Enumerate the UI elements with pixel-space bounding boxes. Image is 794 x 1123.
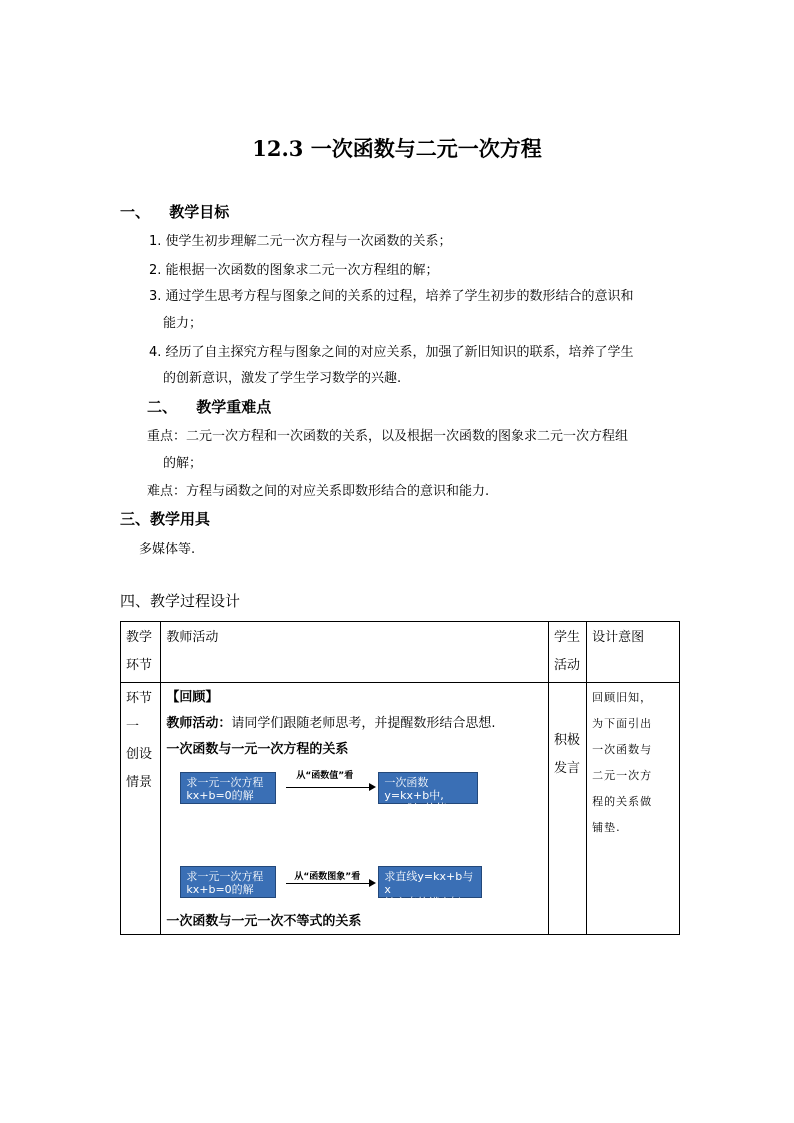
- teacher-activity-cell: [161, 683, 549, 935]
- flow1-arrow-icon: [369, 783, 376, 791]
- table-row: [121, 683, 680, 935]
- goal-3: 3. 通过学生思考方程与图象之间的关系的过程，培养了学生初步的数形结合的意识和: [149, 289, 634, 304]
- header-stage: [121, 622, 161, 683]
- flow2-left-box: [180, 866, 276, 898]
- flow2-arrow-line: [286, 883, 370, 884]
- goal-4-cont: 的创新意识，激发了学生学习数学的兴趣.: [163, 371, 402, 386]
- process-table: [120, 621, 680, 935]
- section-3-heading: 三、教学用具: [120, 510, 211, 528]
- design-intent-cell: [587, 683, 680, 935]
- flow1-arrow-line: [286, 787, 370, 788]
- section-2-number: 二、: [147, 398, 178, 416]
- intent-line3: 一次函数与: [592, 743, 653, 756]
- student-activity-cell: [548, 683, 586, 935]
- section-1-number: 一、: [120, 203, 151, 221]
- intent-line5: 程的关系做: [592, 795, 653, 808]
- goal-3-cont: 能力；: [163, 316, 203, 331]
- header-stage-line1: 教学: [126, 630, 153, 645]
- goal-4: 4. 经历了自主探究方程与图象之间的对应关系，加强了新旧知识的联系，培养了学生: [149, 345, 634, 360]
- flow1-left-line2: kx+b=0的解: [186, 789, 254, 802]
- flow1-right-line2: y=0时x的值: [384, 802, 447, 815]
- goal-2: 2. 能根据一次函数的图象求二元一次方程组的解；: [149, 263, 439, 278]
- table-header-row: [121, 622, 680, 683]
- header-student-line2: 活动: [553, 658, 580, 673]
- flow2-left-line1: 求一元一次方程: [186, 870, 264, 883]
- flow2-arrow-label: 从“函数图象”看: [294, 872, 361, 882]
- flow2-right-line1: 求直线y=kx+b与x: [384, 870, 474, 896]
- section-2-title: 教学重难点: [196, 398, 272, 416]
- flow2-arrow-icon: [369, 879, 376, 887]
- intent-line4: 二元一次方: [592, 769, 653, 782]
- flow1-arrow-label: 从“函数值”看: [296, 771, 354, 781]
- flow2-left-line2: kx+b=0的解: [186, 883, 254, 896]
- flow2-right-box: [378, 866, 482, 909]
- flow1-left-box: [180, 772, 276, 804]
- section-1-heading: [120, 203, 229, 221]
- subtitle-linear-inequality: 一次函数与一元一次不等式的关系: [166, 914, 362, 929]
- review-label: 【回顾】: [166, 690, 219, 705]
- student-line2: 发言: [553, 761, 580, 776]
- teacher-activity-text: 请同学们跟随老师思考，并提醒数形结合思想.: [231, 716, 496, 731]
- flow-diagram-function-value: [166, 763, 543, 858]
- teacher-activity-label: 教师活动：: [166, 716, 232, 731]
- flow1-right-box: [378, 772, 478, 815]
- subtitle-linear-equation: 一次函数与一元一次方程的关系: [166, 742, 349, 757]
- teacher-activity-line: [166, 711, 543, 737]
- difficult-point: 难点：方程与函数之间的对应关系即数形结合的意识和能力.: [147, 484, 490, 499]
- intent-line2: 为下面引出: [592, 717, 653, 730]
- stage-line3: 创设: [126, 747, 153, 762]
- stage-line2: 一: [126, 719, 140, 734]
- key-point-cont: 的解；: [163, 456, 203, 471]
- flow2-right-line2: 轴交点的横坐标: [384, 896, 462, 909]
- intent-line6: 铺垫.: [592, 821, 621, 834]
- header-student-line1: 学生: [553, 630, 580, 645]
- flow-diagram-function-graph: [166, 858, 543, 920]
- key-point: 重点：二元一次方程和一次函数的关系，以及根据一次函数的图象求二元一次方程组: [147, 429, 629, 444]
- section-4-heading: 四、教学过程设计: [120, 592, 241, 610]
- header-stage-line2: 环节: [126, 658, 153, 673]
- header-intent: 设计意图: [587, 622, 680, 683]
- flow1-right-line1: 一次函数y=kx+b中,: [384, 776, 444, 802]
- student-line1: 积极: [553, 733, 580, 748]
- goal-1: 1. 使学生初步理解二元一次方程与一次函数的关系；: [149, 234, 452, 249]
- intent-line1: 回顾旧知，: [592, 691, 653, 704]
- stage-cell: [121, 683, 161, 935]
- section-1-title: 教学目标: [169, 203, 230, 221]
- header-student: [548, 622, 586, 683]
- stage-line1: 环节: [126, 691, 153, 706]
- section-2-heading: [147, 398, 271, 416]
- tools-text: 多媒体等.: [139, 542, 196, 557]
- flow1-left-line1: 求一元一次方程: [186, 776, 264, 789]
- header-teacher: 教师活动: [161, 622, 549, 683]
- stage-line4: 情景: [126, 775, 153, 790]
- page-title: 12.3 一次函数与二元一次方程: [252, 136, 542, 161]
